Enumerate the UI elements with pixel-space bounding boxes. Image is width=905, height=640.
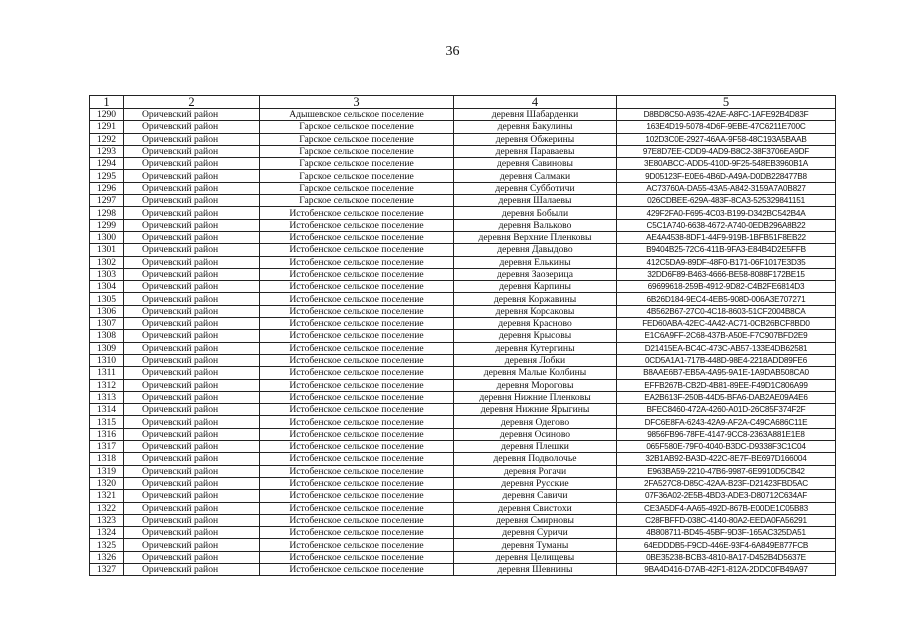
- district-cell: Оричевский район: [124, 490, 260, 502]
- column-header: 4: [454, 96, 617, 109]
- guid-cell: 4B562B67-27C0-4C18-8603-51CF2004B8CA: [617, 305, 836, 317]
- settlement-cell: Истобенское сельское поселение: [260, 207, 454, 219]
- settlement-cell: Гарское сельское поселение: [260, 121, 454, 133]
- district-cell: Оричевский район: [124, 195, 260, 207]
- district-cell: Оричевский район: [124, 453, 260, 465]
- row-number: 1320: [90, 477, 124, 489]
- settlement-cell: Истобенское сельское поселение: [260, 465, 454, 477]
- column-header: 5: [617, 96, 836, 109]
- table-row: [90, 231, 836, 243]
- district-cell: Оричевский район: [124, 428, 260, 440]
- district-cell: Оричевский район: [124, 318, 260, 330]
- row-number: 1292: [90, 133, 124, 145]
- guid-cell: 429F2FA0-F695-4C03-B199-D342BC542B4A: [617, 207, 836, 219]
- locality-cell: деревня Шалаевы: [454, 195, 617, 207]
- locality-cell: деревня Заозерица: [454, 268, 617, 280]
- guid-cell: 9856FB96-78FE-4147-9CC8-2363A881E1E8: [617, 428, 836, 440]
- row-number: 1305: [90, 293, 124, 305]
- settlement-cell: Истобенское сельское поселение: [260, 527, 454, 539]
- row-number: 1295: [90, 170, 124, 182]
- table-row: [90, 219, 836, 231]
- locality-cell: деревня Нижние Пленковы: [454, 391, 617, 403]
- guid-cell: 64EDDDB5-F9CD-446E-93F4-6A849E877FCB: [617, 539, 836, 551]
- district-cell: Оричевский район: [124, 158, 260, 170]
- district-cell: Оричевский район: [124, 539, 260, 551]
- table-row: [90, 268, 836, 280]
- table-row: [90, 281, 836, 293]
- row-number: 1302: [90, 256, 124, 268]
- locality-cell: деревня Осиново: [454, 428, 617, 440]
- column-header: 1: [90, 96, 124, 109]
- district-cell: Оричевский район: [124, 342, 260, 354]
- table-row: [90, 109, 836, 121]
- row-number: 1297: [90, 195, 124, 207]
- table-row: [90, 428, 836, 440]
- guid-cell: 3E80ABCC-ADD5-410D-9F25-548EB3960B1A: [617, 158, 836, 170]
- row-number: 1300: [90, 231, 124, 243]
- guid-cell: 412C5DA9-89DF-48F0-B171-06F1017E3D35: [617, 256, 836, 268]
- settlement-cell: Гарское сельское поселение: [260, 145, 454, 157]
- locality-cell: деревня Крысовы: [454, 330, 617, 342]
- guid-cell: 0CD5A1A1-717B-448D-98E4-2218ADD89FE6: [617, 354, 836, 366]
- table-row: [90, 563, 836, 575]
- table-row: [90, 330, 836, 342]
- guid-cell: 0BE35238-BCB3-4810-8A17-D452B4D5637E: [617, 551, 836, 563]
- settlement-cell: Адышевское сельское поселение: [260, 109, 454, 121]
- locality-cell: деревня Верхние Пленковы: [454, 231, 617, 243]
- row-number: 1318: [90, 453, 124, 465]
- row-number: 1303: [90, 268, 124, 280]
- district-cell: Оричевский район: [124, 244, 260, 256]
- table-row: [90, 256, 836, 268]
- settlement-cell: Гарское сельское поселение: [260, 182, 454, 194]
- settlement-cell: Истобенское сельское поселение: [260, 514, 454, 526]
- row-number: 1323: [90, 514, 124, 526]
- table-row: [90, 318, 836, 330]
- settlement-cell: Истобенское сельское поселение: [260, 367, 454, 379]
- table-row: [90, 367, 836, 379]
- guid-cell: 69699618-259B-4912-9D82-C4B2FE6814D3: [617, 281, 836, 293]
- district-cell: Оричевский район: [124, 145, 260, 157]
- district-cell: Оричевский район: [124, 477, 260, 489]
- table-row: [90, 441, 836, 453]
- locality-cell: деревня Нижние Ярыгины: [454, 404, 617, 416]
- locality-cell: деревня Кутергины: [454, 342, 617, 354]
- row-number: 1316: [90, 428, 124, 440]
- column-header: 2: [124, 96, 260, 109]
- settlement-cell: Гарское сельское поселение: [260, 133, 454, 145]
- row-number: 1322: [90, 502, 124, 514]
- row-number: 1313: [90, 391, 124, 403]
- settlement-cell: Истобенское сельское поселение: [260, 256, 454, 268]
- guid-cell: 4B808711-BD45-45BF-9D3F-165AC325DA51: [617, 527, 836, 539]
- settlement-cell: Истобенское сельское поселение: [260, 330, 454, 342]
- row-number: 1298: [90, 207, 124, 219]
- settlement-cell: Истобенское сельское поселение: [260, 404, 454, 416]
- guid-cell: 9D05123F-E0E6-4B6D-A49A-D0DB228477B8: [617, 170, 836, 182]
- row-number: 1296: [90, 182, 124, 194]
- settlement-cell: Истобенское сельское поселение: [260, 244, 454, 256]
- guid-cell: 6B26D184-9EC4-4EB5-908D-006A3E707271: [617, 293, 836, 305]
- district-cell: Оричевский район: [124, 391, 260, 403]
- locality-cell: деревня Савичи: [454, 490, 617, 502]
- row-number: 1314: [90, 404, 124, 416]
- district-cell: Оричевский район: [124, 305, 260, 317]
- row-number: 1311: [90, 367, 124, 379]
- row-number: 1308: [90, 330, 124, 342]
- settlement-cell: Истобенское сельское поселение: [260, 416, 454, 428]
- guid-cell: 026CDBEE-629A-483F-8CA3-525329841151: [617, 195, 836, 207]
- guid-cell: BFEC8460-472A-4260-A01D-26C85F374F2F: [617, 404, 836, 416]
- district-cell: Оричевский район: [124, 416, 260, 428]
- locality-cell: деревня Малые Колбины: [454, 367, 617, 379]
- guid-cell: DFC6E8FA-6243-42A9-AF2A-C49CA686C11E: [617, 416, 836, 428]
- row-number: 1299: [90, 219, 124, 231]
- guid-cell: 32DD6F89-B463-4666-BE58-8088F172BE15: [617, 268, 836, 280]
- row-number: 1326: [90, 551, 124, 563]
- locality-cell: деревня Целищевы: [454, 551, 617, 563]
- guid-cell: 065F580E-79F0-4040-B3DC-D9338F3C1C04: [617, 441, 836, 453]
- table-row: [90, 133, 836, 145]
- locality-cell: деревня Мороговы: [454, 379, 617, 391]
- table-row: [90, 502, 836, 514]
- locality-cell: деревня Плешки: [454, 441, 617, 453]
- table-row: [90, 514, 836, 526]
- locality-cell: деревня Красново: [454, 318, 617, 330]
- locality-cell: деревня Бобыли: [454, 207, 617, 219]
- row-number: 1294: [90, 158, 124, 170]
- settlement-cell: Истобенское сельское поселение: [260, 281, 454, 293]
- settlement-cell: Истобенское сельское поселение: [260, 231, 454, 243]
- guid-cell: B9404B25-72C6-411B-9FA3-E84B4D2E5FFB: [617, 244, 836, 256]
- locality-cell: деревня Туманы: [454, 539, 617, 551]
- table-row: [90, 305, 836, 317]
- guid-cell: C5C1A740-6638-4672-A740-0EDB296A8B22: [617, 219, 836, 231]
- row-number: 1307: [90, 318, 124, 330]
- table-row: [90, 207, 836, 219]
- district-cell: Оричевский район: [124, 551, 260, 563]
- guid-cell: E1C6A9FF-2C68-437B-A50E-F7C907BFD2E9: [617, 330, 836, 342]
- guid-cell: C28FBFFD-038C-4140-80A2-EEDA0FA56291: [617, 514, 836, 526]
- table-row: [90, 391, 836, 403]
- guid-cell: CE3A5DF4-AA65-492D-867B-E00DE1C05B83: [617, 502, 836, 514]
- guid-cell: EA2B613F-250B-44D5-BFA6-DAB2AE09A4E6: [617, 391, 836, 403]
- settlement-cell: Истобенское сельское поселение: [260, 441, 454, 453]
- locality-cell: деревня Карпины: [454, 281, 617, 293]
- district-cell: Оричевский район: [124, 514, 260, 526]
- settlement-cell: Гарское сельское поселение: [260, 170, 454, 182]
- settlement-cell: Истобенское сельское поселение: [260, 477, 454, 489]
- settlement-cell: Гарское сельское поселение: [260, 195, 454, 207]
- district-cell: Оричевский район: [124, 182, 260, 194]
- table-row: [90, 145, 836, 157]
- locality-cell: деревня Савиновы: [454, 158, 617, 170]
- locality-cell: деревня Обжерины: [454, 133, 617, 145]
- guid-cell: 2FA527C8-D85C-42AA-B23F-D21423FBD5AC: [617, 477, 836, 489]
- settlement-cell: Истобенское сельское поселение: [260, 490, 454, 502]
- locality-cell: деревня Одегово: [454, 416, 617, 428]
- locality-cell: деревня Рогачи: [454, 465, 617, 477]
- locality-cell: деревня Лобки: [454, 354, 617, 366]
- settlement-cell: Истобенское сельское поселение: [260, 219, 454, 231]
- table-row: [90, 551, 836, 563]
- settlement-cell: Истобенское сельское поселение: [260, 305, 454, 317]
- settlement-cell: Гарское сельское поселение: [260, 158, 454, 170]
- guid-cell: AE4A4538-8DF1-44F9-919B-1BFB51F8EB22: [617, 231, 836, 243]
- settlement-cell: Истобенское сельское поселение: [260, 428, 454, 440]
- district-cell: Оричевский район: [124, 109, 260, 121]
- row-number: 1309: [90, 342, 124, 354]
- district-cell: Оричевский район: [124, 465, 260, 477]
- row-number: 1321: [90, 490, 124, 502]
- district-cell: Оричевский район: [124, 330, 260, 342]
- district-cell: Оричевский район: [124, 441, 260, 453]
- locality-cell: деревня Коржавины: [454, 293, 617, 305]
- row-number: 1324: [90, 527, 124, 539]
- guid-cell: EFFB267B-CB2D-4B81-89EE-F49D1C806A99: [617, 379, 836, 391]
- district-cell: Оричевский район: [124, 527, 260, 539]
- locality-cell: деревня Субботичи: [454, 182, 617, 194]
- table-row: [90, 490, 836, 502]
- guid-cell: D21415EA-BC4C-473C-AB57-133E4DB62581: [617, 342, 836, 354]
- table-row: [90, 195, 836, 207]
- row-number: 1325: [90, 539, 124, 551]
- row-number: 1290: [90, 109, 124, 121]
- locality-cell: деревня Русские: [454, 477, 617, 489]
- settlement-cell: Истобенское сельское поселение: [260, 318, 454, 330]
- district-cell: Оричевский район: [124, 367, 260, 379]
- guid-cell: 102D3C0E-2927-46AA-9F58-48C193A5BAAB: [617, 133, 836, 145]
- row-number: 1304: [90, 281, 124, 293]
- guid-cell: 163E4D19-5078-4D6F-9EBE-47C6211E700C: [617, 121, 836, 133]
- table-row: [90, 539, 836, 551]
- district-cell: Оричевский район: [124, 563, 260, 575]
- locality-cell: деревня Корсаковы: [454, 305, 617, 317]
- guid-cell: E963BA59-2210-47B6-9987-6E9910D5CB42: [617, 465, 836, 477]
- settlement-cell: Истобенское сельское поселение: [260, 551, 454, 563]
- table-row: [90, 465, 836, 477]
- column-header: 3: [260, 96, 454, 109]
- district-cell: Оричевский район: [124, 281, 260, 293]
- settlement-cell: Истобенское сельское поселение: [260, 563, 454, 575]
- guid-cell: 97E8D7EE-CDD9-4AD9-B8C2-38F3706EA9DF: [617, 145, 836, 157]
- table-row: [90, 527, 836, 539]
- table-row: [90, 293, 836, 305]
- district-cell: Оричевский район: [124, 231, 260, 243]
- district-cell: Оричевский район: [124, 170, 260, 182]
- table-row: [90, 182, 836, 194]
- row-number: 1306: [90, 305, 124, 317]
- district-cell: Оричевский район: [124, 502, 260, 514]
- district-cell: Оричевский район: [124, 133, 260, 145]
- table-header-row: [90, 96, 836, 109]
- table-row: [90, 121, 836, 133]
- table-row: [90, 354, 836, 366]
- locality-cell: деревня Салмаки: [454, 170, 617, 182]
- table-row: [90, 158, 836, 170]
- row-number: 1327: [90, 563, 124, 575]
- locality-cell: деревня Вальково: [454, 219, 617, 231]
- guid-cell: 07F36A02-2E5B-4BD3-ADE3-D80712C634AF: [617, 490, 836, 502]
- settlement-cell: Истобенское сельское поселение: [260, 268, 454, 280]
- settlement-cell: Истобенское сельское поселение: [260, 502, 454, 514]
- settlement-cell: Истобенское сельское поселение: [260, 379, 454, 391]
- guid-cell: 32B1AB92-BA3D-422C-8E7F-BE697D166004: [617, 453, 836, 465]
- row-number: 1310: [90, 354, 124, 366]
- row-number: 1317: [90, 441, 124, 453]
- locality-cell: деревня Свистохи: [454, 502, 617, 514]
- district-cell: Оричевский район: [124, 121, 260, 133]
- district-cell: Оричевский район: [124, 256, 260, 268]
- guid-cell: AC73760A-DA55-43A5-A842-3159A7A0B827: [617, 182, 836, 194]
- guid-cell: FED60ABA-42EC-4A42-AC71-0CB26BCF8BD0: [617, 318, 836, 330]
- district-cell: Оричевский район: [124, 268, 260, 280]
- settlement-cell: Истобенское сельское поселение: [260, 391, 454, 403]
- locality-cell: деревня Смирновы: [454, 514, 617, 526]
- table-row: [90, 477, 836, 489]
- row-number: 1315: [90, 416, 124, 428]
- row-number: 1301: [90, 244, 124, 256]
- locality-cell: деревня Шевнины: [454, 563, 617, 575]
- locality-cell: деревня Суричи: [454, 527, 617, 539]
- district-cell: Оричевский район: [124, 354, 260, 366]
- settlement-cell: Истобенское сельское поселение: [260, 354, 454, 366]
- row-number: 1293: [90, 145, 124, 157]
- table-row: [90, 244, 836, 256]
- settlement-cell: Истобенское сельское поселение: [260, 342, 454, 354]
- guid-cell: D8BD8C50-A935-42AE-A8FC-1AFE92B4D83F: [617, 109, 836, 121]
- settlement-cell: Истобенское сельское поселение: [260, 293, 454, 305]
- locality-cell: деревня Подволочье: [454, 453, 617, 465]
- locality-cell: деревня Шабарденки: [454, 109, 617, 121]
- page-number: 36: [445, 44, 460, 59]
- district-cell: Оричевский район: [124, 293, 260, 305]
- table-row: [90, 453, 836, 465]
- district-cell: Оричевский район: [124, 404, 260, 416]
- guid-cell: B8AAE6B7-EB5A-4A95-9A1E-1A9DAB508CA0: [617, 367, 836, 379]
- row-number: 1291: [90, 121, 124, 133]
- locality-cell: деревня Параваевы: [454, 145, 617, 157]
- locality-cell: деревня Бакулины: [454, 121, 617, 133]
- row-number: 1319: [90, 465, 124, 477]
- settlement-cell: Истобенское сельское поселение: [260, 453, 454, 465]
- table-row: [90, 342, 836, 354]
- table-row: [90, 170, 836, 182]
- locality-cell: деревня Елькины: [454, 256, 617, 268]
- district-cell: Оричевский район: [124, 207, 260, 219]
- settlements-table: [89, 95, 836, 576]
- row-number: 1312: [90, 379, 124, 391]
- district-cell: Оричевский район: [124, 379, 260, 391]
- guid-cell: 9BA4D416-D7AB-42F1-812A-2DDC0FB49A97: [617, 563, 836, 575]
- district-cell: Оричевский район: [124, 219, 260, 231]
- table-row: [90, 404, 836, 416]
- locality-cell: деревня Давыдово: [454, 244, 617, 256]
- table-row: [90, 416, 836, 428]
- table-row: [90, 379, 836, 391]
- settlement-cell: Истобенское сельское поселение: [260, 539, 454, 551]
